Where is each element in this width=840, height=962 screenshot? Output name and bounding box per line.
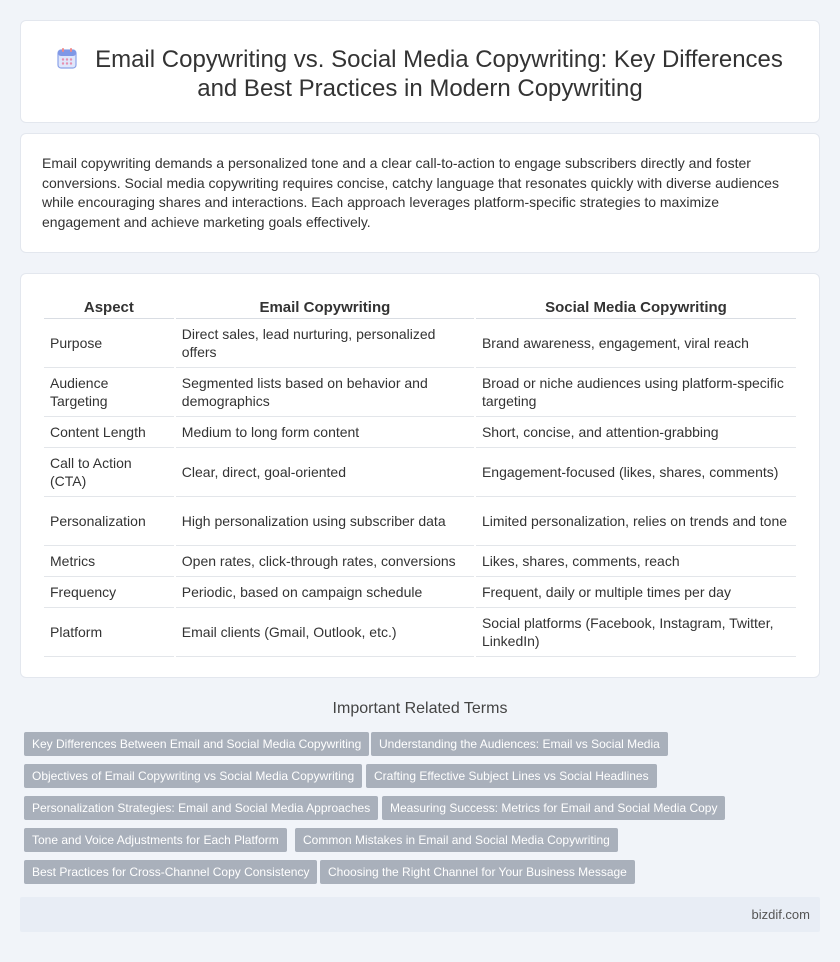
table-row [44, 577, 796, 608]
header-email: Email Copywriting [176, 297, 474, 319]
table-header-row [44, 297, 796, 319]
related-tag-tone-voice[interactable]: Tone and Voice Adjustments for Each Platform [24, 828, 287, 852]
header-social: Social Media Copywriting [476, 297, 796, 319]
intro-paragraph: Email copywriting demands a personalized tone and a clear call-to-action to engage subscribers directly and foster conversions. Social media copywriting requires concise, catchy language that resonates quickly with diverse audiences while encouraging shares and interactions. Each approach leverages platform-specific strategies to maximize engagement and achieve marketing goals effectively. [42, 155, 779, 230]
related-tag-personalization[interactable]: Personalization Strategies: Email and Social Media Approaches [24, 796, 378, 820]
table-row [44, 546, 796, 577]
table-cell-aspect: Audience Targeting [44, 368, 174, 417]
table-row [44, 417, 796, 448]
table-cell-social: Social platforms (Facebook, Instagram, Twitter, LinkedIn) [476, 608, 796, 657]
table-row [44, 319, 796, 368]
page-title [21, 45, 819, 103]
comparison-table [42, 297, 798, 657]
related-tag-common-mistakes[interactable]: Common Mistakes in Email and Social Media Copywriting [295, 828, 618, 852]
table-cell-email: Email clients (Gmail, Outlook, etc.) [176, 608, 474, 657]
related-tag-metrics[interactable]: Measuring Success: Metrics for Email and Social Media Copy [382, 796, 725, 820]
table-cell-email: Medium to long form content [176, 417, 474, 448]
related-tag-right-channel[interactable]: Choosing the Right Channel for Your Business Message [320, 860, 635, 884]
table-cell-aspect: Metrics [44, 546, 174, 577]
table-cell-aspect: Purpose [44, 319, 174, 368]
table-row [44, 608, 796, 657]
table-cell-aspect: Frequency [44, 577, 174, 608]
table-row [44, 448, 796, 497]
table-row [44, 368, 796, 417]
table-cell-social: Limited personalization, relies on trends and tone [476, 497, 796, 546]
table-cell-aspect: Call to Action (CTA) [44, 448, 174, 497]
table-cell-social: Likes, shares, comments, reach [476, 546, 796, 577]
related-tag-objectives[interactable]: Objectives of Email Copywriting vs Social Media Copywriting [24, 764, 362, 788]
calendar-icon [57, 47, 77, 69]
related-terms-heading: Important Related Terms [332, 700, 508, 717]
table-cell-social: Engagement-focused (likes, shares, comments) [476, 448, 796, 497]
header-aspect: Aspect [44, 297, 174, 319]
comparison-table-card [20, 273, 820, 678]
intro-card [20, 133, 820, 253]
table-cell-email: Periodic, based on campaign schedule [176, 577, 474, 608]
related-tag-key-differences[interactable]: Key Differences Between Email and Social Media Copywriting [24, 732, 369, 756]
table-cell-social: Short, concise, and attention-grabbing [476, 417, 796, 448]
footer [20, 897, 820, 932]
table-cell-email: Segmented lists based on behavior and demographics [176, 368, 474, 417]
related-tag-audiences[interactable]: Understanding the Audiences: Email vs Social Media [371, 732, 668, 756]
table-cell-email: Open rates, click-through rates, conversions [176, 546, 474, 577]
table-cell-social: Brand awareness, engagement, viral reach [476, 319, 796, 368]
table-cell-email: Direct sales, lead nurturing, personalized offers [176, 319, 474, 368]
title-card [20, 20, 820, 123]
footer-brand: bizdif.com [751, 907, 810, 922]
table-cell-social: Frequent, daily or multiple times per day [476, 577, 796, 608]
table-row [44, 497, 796, 546]
table-cell-aspect: Platform [44, 608, 174, 657]
related-tag-best-practices[interactable]: Best Practices for Cross-Channel Copy Consistency [24, 860, 317, 884]
page-title-text: Email Copywriting vs. Social Media Copywriting: Key Differences and Best Practices in Modern Copywriting [95, 46, 783, 102]
table-cell-aspect: Personalization [44, 497, 174, 546]
table-cell-social: Broad or niche audiences using platform-specific targeting [476, 368, 796, 417]
table-cell-email: Clear, direct, goal-oriented [176, 448, 474, 497]
table-cell-aspect: Content Length [44, 417, 174, 448]
table-cell-email: High personalization using subscriber data [176, 497, 474, 546]
related-tag-subject-lines[interactable]: Crafting Effective Subject Lines vs Social Headlines [366, 764, 657, 788]
